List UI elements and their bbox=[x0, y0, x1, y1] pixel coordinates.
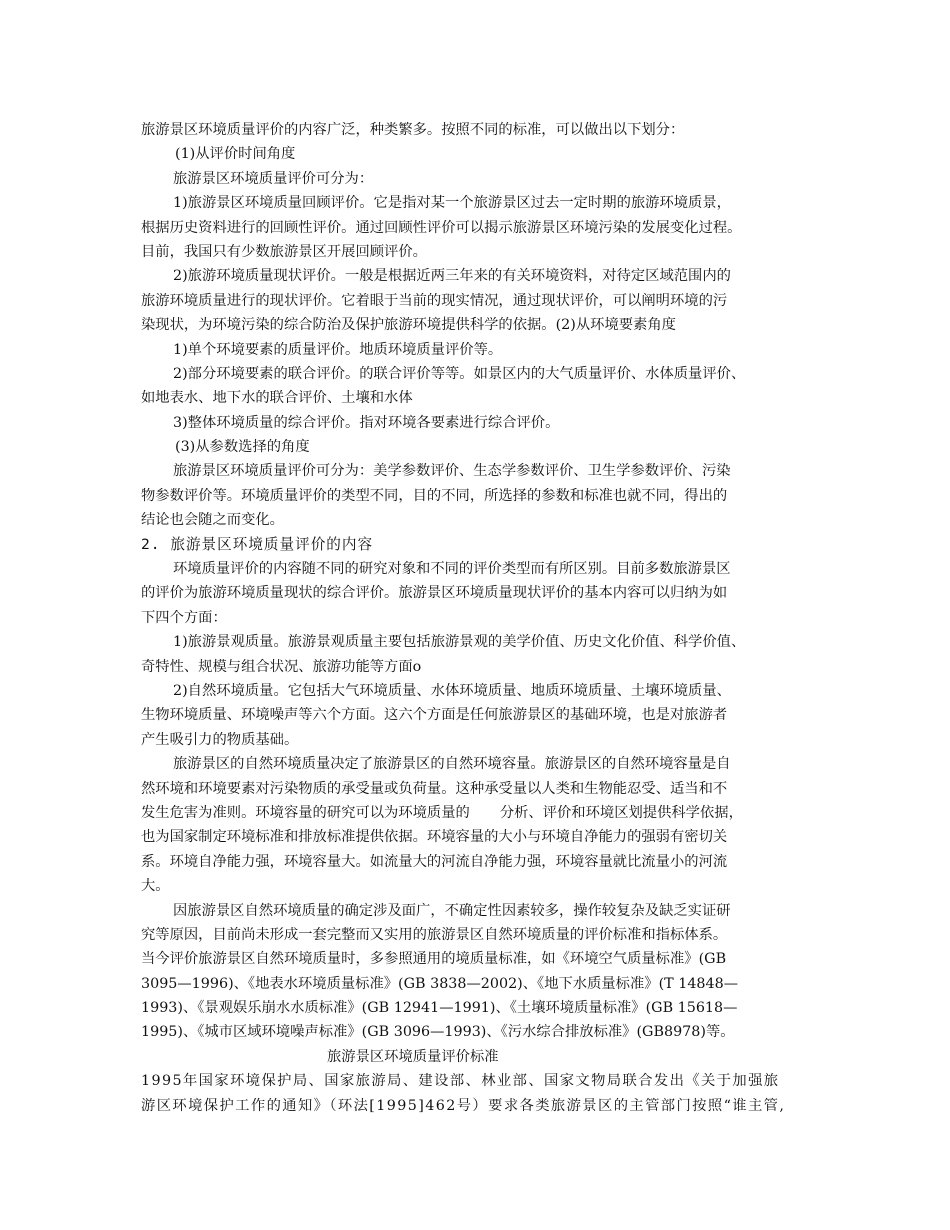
paragraph-line: 旅游景区环境质量评价可分为： bbox=[173, 170, 374, 187]
paragraph-line: 3095—1996)、《地表水环境质量标准》(GB 3838—2002)、《地下水质量标准》(T 14848— bbox=[141, 975, 739, 992]
paragraph-line: 因旅游景区自然环境质量的确定涉及面广，不确定性因素较多，操作较复杂及缺乏实证研 bbox=[173, 902, 731, 919]
paragraph-line: 结论也会随之而变化。 bbox=[141, 512, 284, 529]
paragraph-line: 目前，我国只有少数旅游景区开展回顾评价。 bbox=[141, 243, 427, 260]
paragraph-line: 旅游景区的自然环境质量决定了旅游景区的自然环境容量。旅游景区的自然环境容量是自 bbox=[173, 756, 731, 773]
line-segment: 分析、评价和环境区划提供科学依据， bbox=[499, 804, 743, 821]
paragraph-line: 究等原因，目前尚未形成一套完整而又实用的旅游景区自然环境质量的评价标准和指标体系。 bbox=[141, 926, 728, 943]
paragraph-line: 2)自然环境质量。它包括大气环境质量、水体环境质量、地质环境质量、土壤环境质量、 bbox=[173, 682, 731, 699]
paragraph-line: 也为国家制定环境标准和排放标准提供依据。环境容量的大小与环境自净能力的强弱有密切关 bbox=[141, 829, 728, 846]
paragraph-line: 旅游环境质量进行的现状评价。它着眼于当前的现实情况，通过现状评价，可以阐明环境的污 bbox=[141, 292, 728, 309]
paragraph-line: 环境质量评价的内容随不同的研究对象和不同的评价类型而有所区别。目前多数旅游景区 bbox=[173, 561, 731, 578]
paragraph-line: 根据历史资料进行的回顾性评价。通过回顾性评价可以揭示旅游景区环境污染的发展变化过程。 bbox=[141, 219, 742, 236]
paragraph-line: 1)单个环境要素的质量评价。地质环境质量评价等。 bbox=[173, 341, 503, 358]
paragraph-line: 染现状，为环境污染的综合防治及保护旅游环境提供科学的依据。(2)从环境要素角度 bbox=[141, 317, 676, 334]
paragraph-line: 2)旅游环境质量现状评价。一般是根据近两三年来的有关环境资料，对待定区域范围内的 bbox=[173, 268, 731, 285]
centered-title: 旅游景区环境质量评价标准 bbox=[327, 1048, 499, 1065]
paragraph-line: 游区环境保护工作的通知》（环法[1995]462号）要求各类旅游景区的主管部门按照“谁主管, bbox=[141, 1097, 786, 1114]
paragraph-line: 系。环境自净能力强，环境容量大。如流量大的河流自净能力强，环境容量就比流量小的河流 bbox=[141, 853, 728, 870]
paragraph-line: 生物环境质量、环境噪声等六个方面。这六个方面是任何旅游景区的基础环境，也是对旅游者 bbox=[141, 707, 728, 724]
paragraph-line: 旅游景区环境质量评价可分为：美学参数评价、生态学参数评价、卫生学参数评价、污染 bbox=[173, 463, 731, 480]
line-segment: 发生危害为准则。环境容量的研究可以为环境质量的 bbox=[141, 804, 470, 821]
document-body bbox=[141, 118, 821, 1118]
paragraph-line: 下四个方面： bbox=[141, 609, 227, 626]
paragraph-line: 1)旅游景区环境质量回顾评价。它是指对某一个旅游景区过去一定时期的旅游环境质景， bbox=[173, 195, 731, 212]
paragraph-line: 1993)、《景观娱乐崩水水质标准》(GB 12941—1991)、《土壤环境质量标准》(GB 15618— bbox=[141, 1000, 738, 1017]
paragraph-line bbox=[141, 801, 821, 825]
paragraph-line: 物参数评价等。环境质量评价的类型不同，目的不同，所选择的参数和标准也就不同，得出的 bbox=[141, 487, 728, 504]
paragraph-line: 3)整体环境质量的综合评价。指对环境各要素进行综合评价。 bbox=[173, 414, 560, 431]
paragraph-line: 当今评价旅游景区自然环境质量时，多参照通用的境质量标准，如《环境空气质量标准》(GB bbox=[141, 951, 727, 968]
paragraph-line: 的评价为旅游环境质量现状的综合评价。旅游景区环境质量现状评价的基本内容可以归纳为如 bbox=[141, 585, 728, 602]
paragraph-line: 1)旅游景观质量。旅游景观质量主要包括旅游景观的美学价值、历史文化价值、科学价值、 bbox=[173, 634, 746, 651]
section-subheading: (1)从评价时间角度 bbox=[175, 146, 296, 163]
paragraph-line: 然环境和环境要素对污染物质的承受量或负荷量。这种承受量以人类和生物能忍受、适当和不 bbox=[141, 780, 728, 797]
paragraph-line: 大。 bbox=[141, 878, 170, 895]
paragraph-line: 产生吸引力的物质基础。 bbox=[141, 731, 299, 748]
paragraph-line: 旅游景区环境质量评价的内容广泛，种类繁多。按照不同的标准，可以做出以下划分： bbox=[141, 122, 685, 138]
section-subheading: (3)从参数选择的角度 bbox=[175, 439, 310, 456]
paragraph-line: 奇特性、规模与组合状况、旅游功能等方面o bbox=[141, 658, 422, 675]
paragraph-line: 如地表水、地下水的联合评价、土壤和水体 bbox=[141, 390, 413, 407]
paragraph-line: 1995年国家环境保护局、国家旅游局、建设部、林业部、国家文物局联合发出《关于加强旅 bbox=[141, 1073, 780, 1090]
paragraph-line: 1995)、《城市区域环境噪声标准》(GB 3096—1993)、《污水综合排放标准》(GB8978)等。 bbox=[141, 1024, 735, 1041]
paragraph-line: 2)部分环境要素的联合评价。的联合评价等等。如景区内的大气质量评价、水体质量评价、 bbox=[173, 365, 746, 382]
section-heading: 2. 旅游景区环境质量评价的内容 bbox=[141, 535, 374, 553]
